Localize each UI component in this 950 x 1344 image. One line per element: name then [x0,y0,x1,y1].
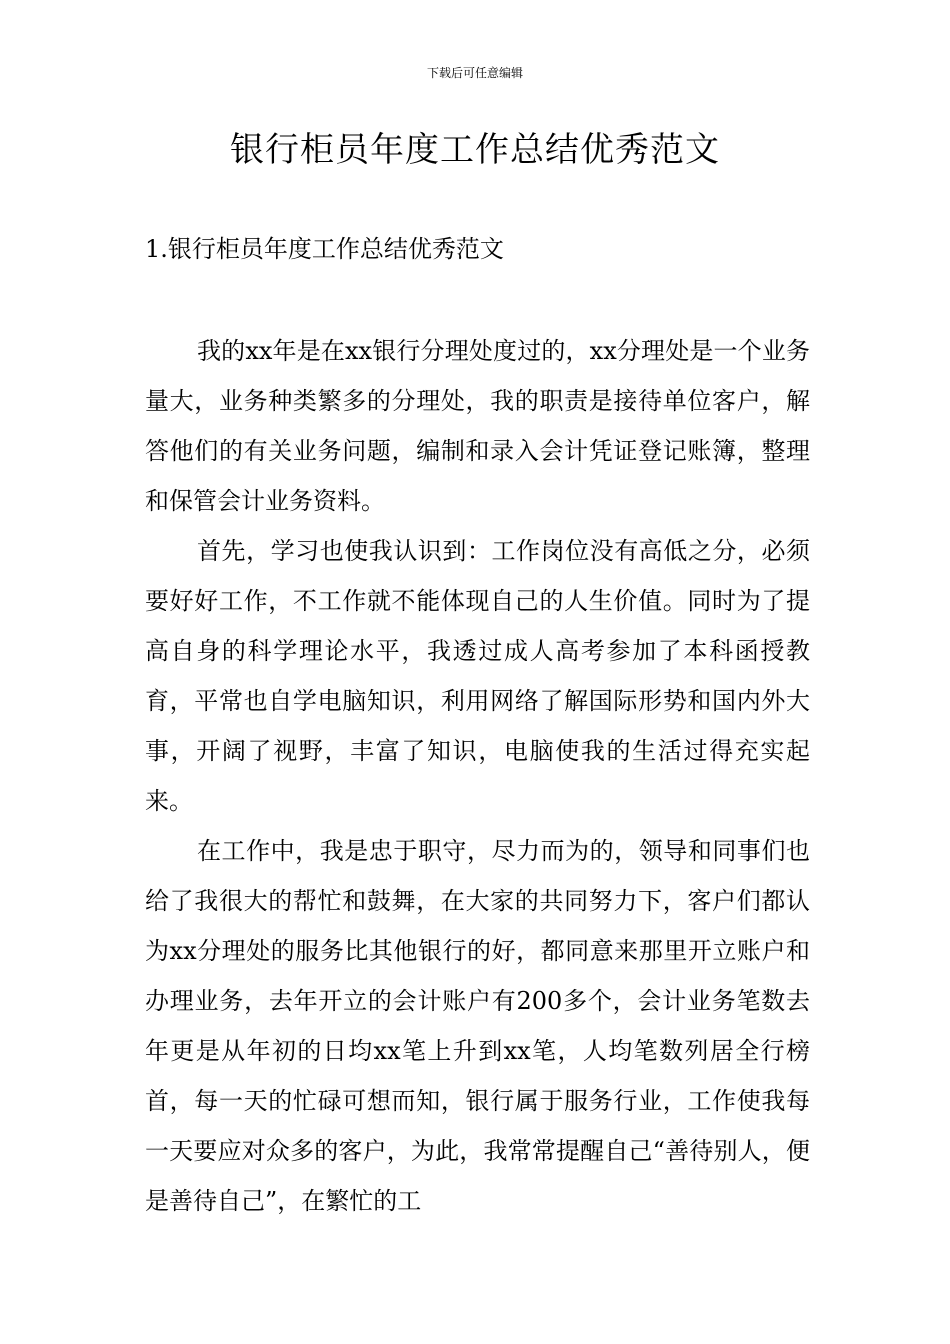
document-body [145,326,810,1226]
section-heading: 1.银行柜员年度工作总结优秀范文 [145,235,504,263]
document-title: 银行柜员年度工作总结优秀范文 [230,130,720,170]
header-note: 下载后可任意编辑 [426,66,523,80]
paragraph-2: 首先，学习也使我认识到：工作岗位没有高低之分，必须要好好工作，不工作就不能体现自己的人生价值。同时为了提高自身的科学理论水平，我透过成人高考参加了本科函授教育，平常也自学电脑知识，利用网络了解国际形势和国内外大事，开阔了视野，丰富了知识，电脑使我的生活过得充实起来。 [145,537,810,815]
paragraph-3: 在工作中，我是忠于职守，尽力而为的，领导和同事们也给了我很大的帮忙和鼓舞，在大家的共同努力下，客户们都认为xx分理处的服务比其他银行的好，都同意来那里开立账户和办理业务，去年开立的会计账户有200多个，会计业务笔数去年更是从年初的日均xx笔上升到xx笔，人均笔数列居全行榜首，每一天的忙碌可想而知，银行属于服务行业，工作使我每一天要应对众多的客户，为此，我常常提醒自己“善待别人，便是善待自己”，在繁忙的工 [145,837,810,1215]
paragraph-1: 我的xx年是在xx银行分理处度过的，xx分理处是一个业务量大，业务种类繁多的分理处，我的职责是接待单位客户，解答他们的有关业务问题，编制和录入会计凭证登记账簿，整理和保管会计业务资料。 [145,337,810,515]
